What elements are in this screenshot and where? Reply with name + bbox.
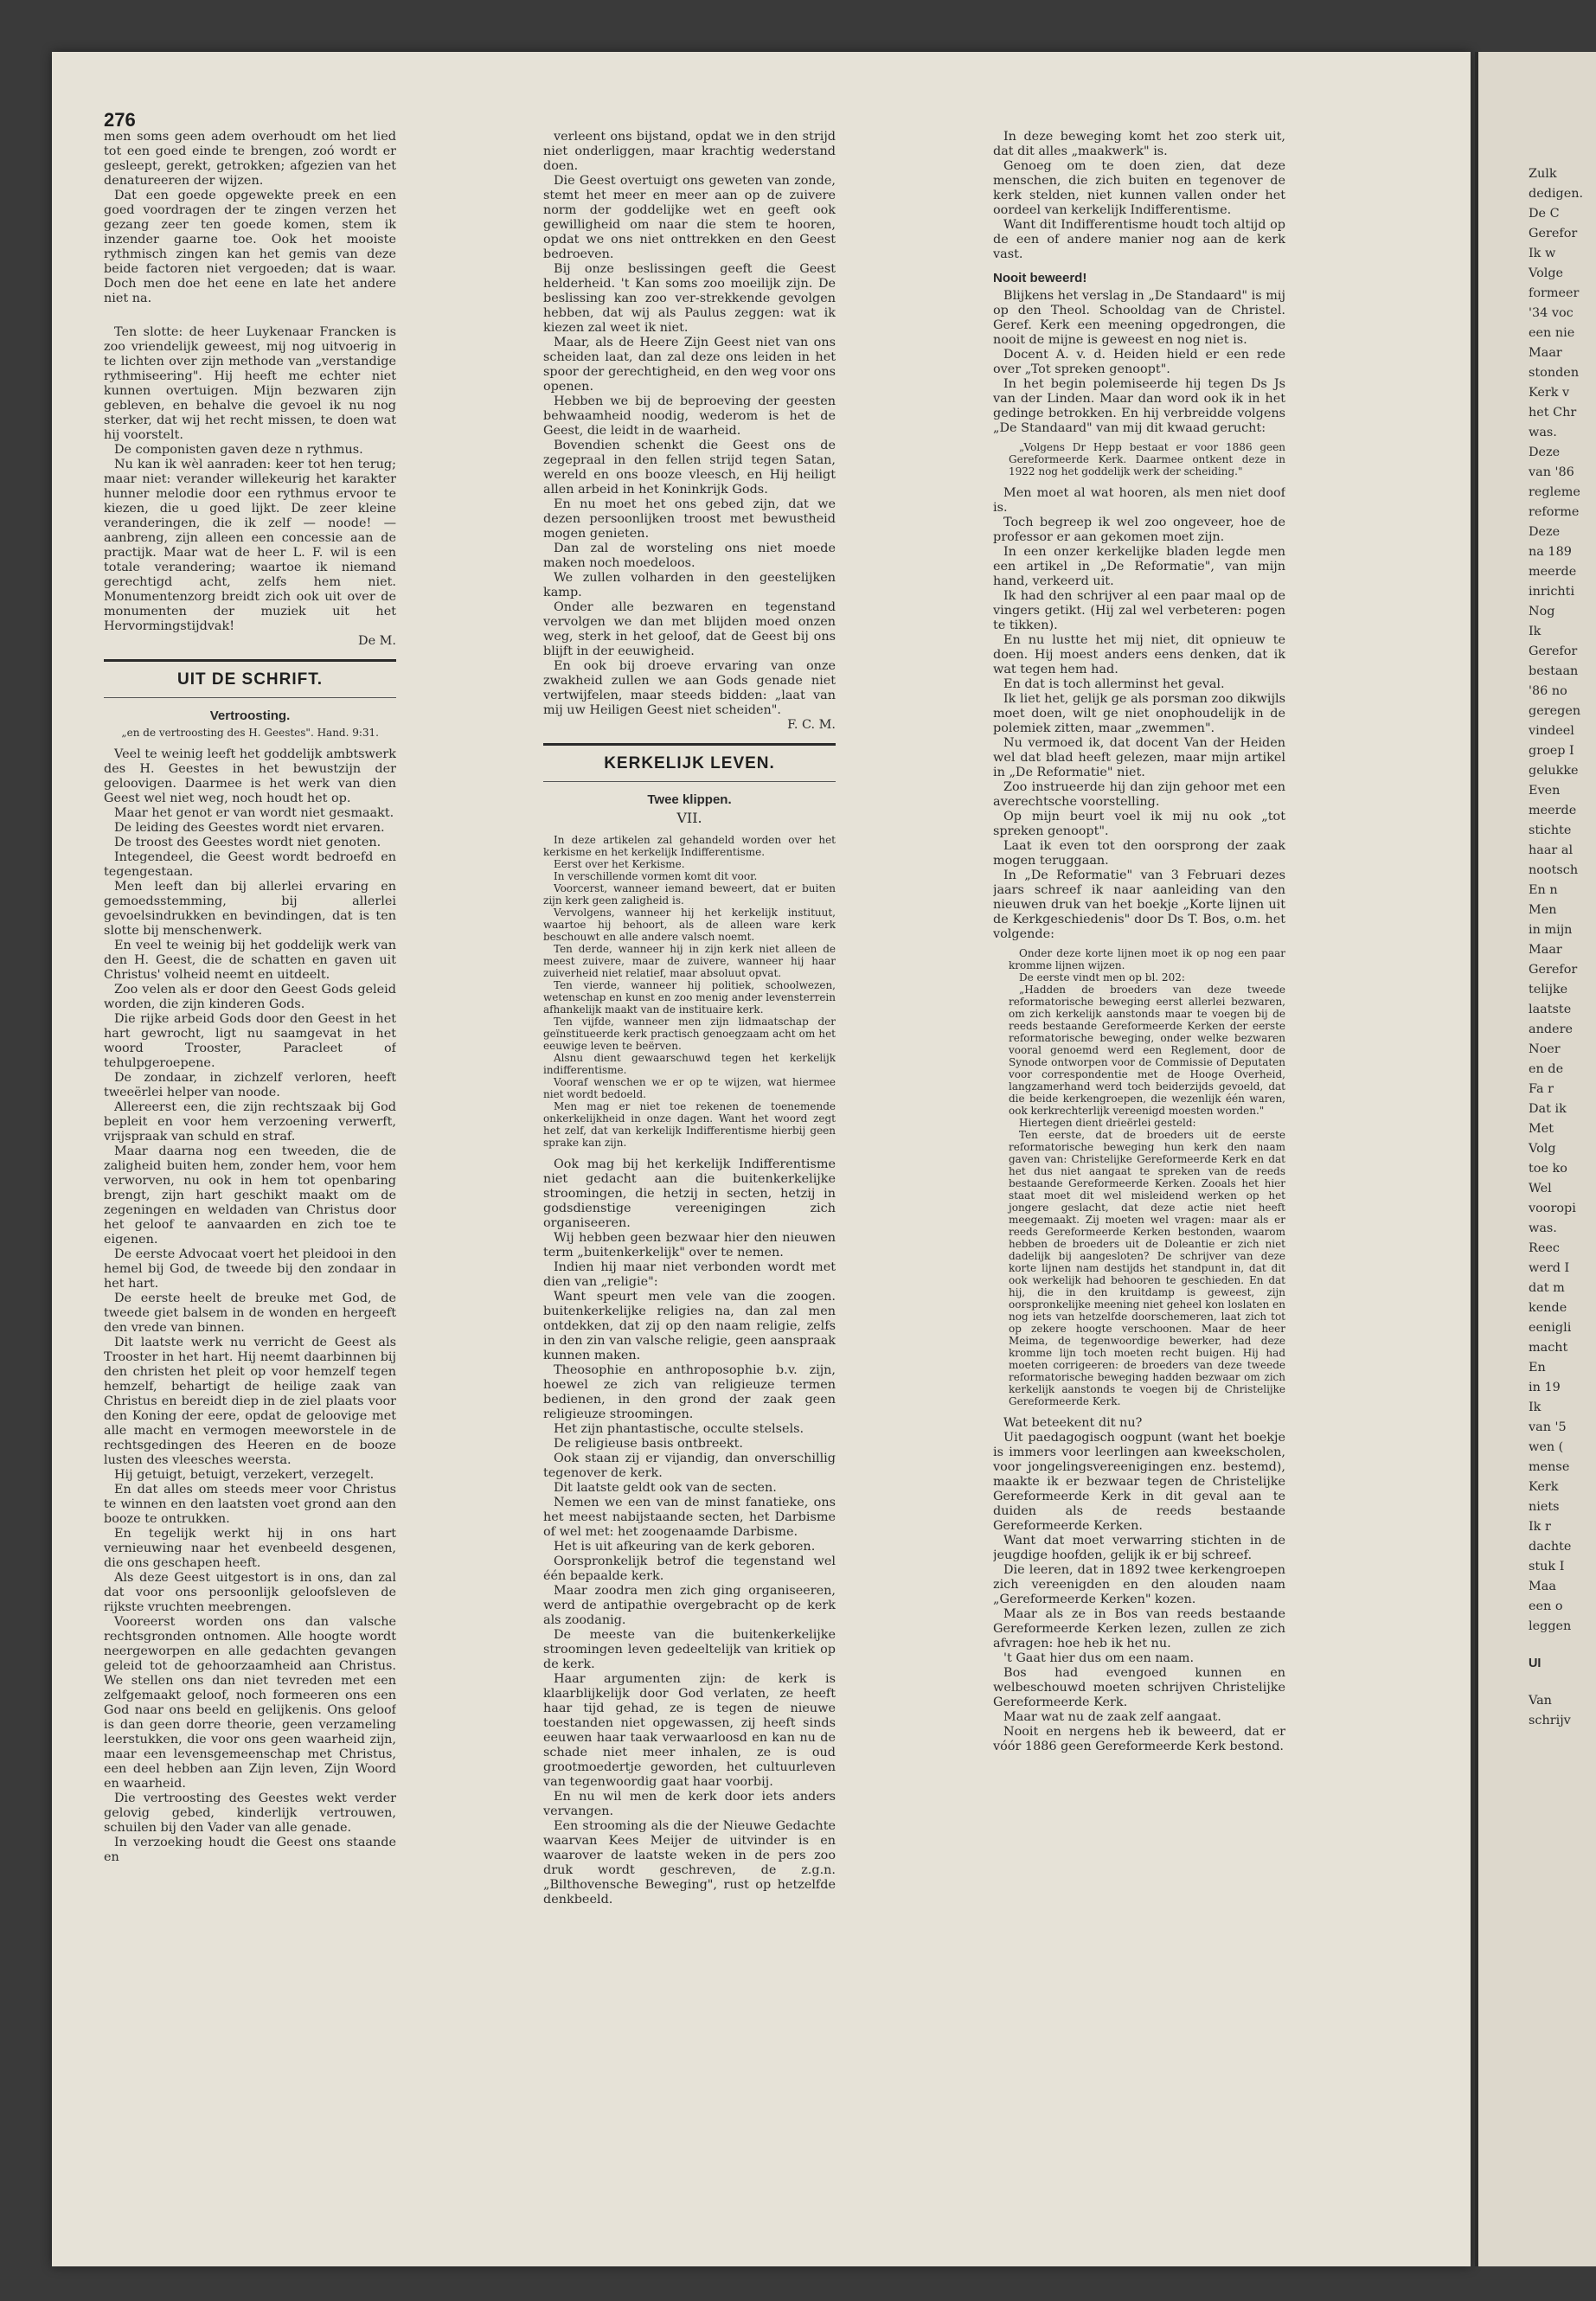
- adjacent-line: Kerk v: [1529, 386, 1570, 400]
- article-title: Nooit beweerd!: [993, 271, 1087, 285]
- paragraph: Maar wat nu de zaak zelf aangaat.: [1003, 1710, 1221, 1724]
- adjacent-line: Even: [1529, 784, 1561, 798]
- paragraph: De eerste vindt men op bl. 202:: [1019, 971, 1185, 984]
- paragraph: Voorcerst, wanneer iemand beweert, dat er buiten zijn kerk geen zaligheid is.: [543, 882, 836, 907]
- paragraph: En ook bij droeve ervaring van onze zwakheid zullen we aan Gods genade niet vertwijfelen, maar steeds bidden: „laat van mij uw Heiligen Geest niet scheiden".: [543, 659, 836, 717]
- adjacent-page-edge: [1475, 52, 1596, 2266]
- adjacent-line: een o: [1529, 1599, 1563, 1613]
- adjacent-line: was.: [1529, 1221, 1557, 1235]
- section-heading: UIT DE SCHRIFT.: [176, 670, 324, 689]
- paragraph: De componisten gaven deze n rythmus.: [114, 443, 363, 457]
- paragraph: In „De Reformatie" van 3 Februari dezes jaars schreef ik naar aanleiding van den nieuwen druk van het boekje „Korte lijnen uit de Kerkgeschiedenis" door Ds T. Bos, o.m. het volgende:: [993, 868, 1285, 941]
- paragraph: En nu moet het ons gebed zijn, dat we dezen persoonlijken troost met bewustheid mogen genieten.: [543, 497, 836, 541]
- paragraph: De eerste Advocaat voert het pleidooi in den hemel bij God, de tweede bij den zondaar in het hart.: [104, 1247, 396, 1291]
- paragraph: Bos had evengoed kunnen en welbeschouwd moeten schrijven Christelijke Gereformeerde Kerk.: [993, 1666, 1285, 1709]
- paragraph: Die Geest overtuigt ons geweten van zonde, stemt het meer en meer aan op de zuivere norm der goddelijke wet en geeft ook gewilligheid om naar die stem te hooren, opdat we ons niet onttrekken en den Geest bedroeven.: [543, 174, 836, 261]
- adjacent-line: Ik: [1529, 625, 1542, 638]
- adjacent-line: stonden: [1529, 366, 1580, 380]
- adjacent-line: Met: [1529, 1122, 1554, 1136]
- paragraph: Ten eerste, dat de broeders uit de eerste reformatorische beweging hun kerk den naam gaven van: Christelijke Gereformeerde Kerk en dat het dus niet aangaat te spreken van de reeds bestaande Gereformeerde Kerken. Zooals het hier staat moet dit wel misleidend werken op het jongere geslacht, dat deze actie niet heeft meegemaakt. Zij moeten wel vragen: maar als er reeds Gereformeerde Kerken bestonden, waarom hebben de broeders uit de Doleantie er zich niet dadelijk bij aangesloten? De schrijver van deze korte lijnen nam destijds het standpunt in, dat dit ook werkelijk had behooren te geschieden. En dat hij, die in den kruitdamp is geweest, zijn oorspronkelijke meening niet geheel kon loslaten en nog iets van hetzelfde doorschemeren, laat zich tot op zekere hoogte verschoonen. Maar de heer Meima, de tegenwoordige bewerker, had deze kromme lijn toch moeten recht buigen. Hij had moeten corrigeeren: de broeders van deze tweede reformatorische beweging hadden bezwaar om zich kerkelijk aanstonds te voegen bij de Christelijke Gereformeerde Kerk.: [1009, 1129, 1285, 1407]
- paragraph: Indien hij maar niet verbonden wordt met dien van „religie":: [543, 1260, 836, 1289]
- column-2: [543, 130, 836, 2214]
- adjacent-line: het Chr: [1529, 406, 1577, 420]
- section-rule: [104, 659, 396, 662]
- adjacent-page-text: [1478, 164, 1596, 1731]
- paragraph: 't Gaat hier dus om een naam.: [1003, 1651, 1195, 1665]
- adjacent-line: Dat ik: [1529, 1102, 1567, 1116]
- adjacent-line: Gerefor: [1529, 644, 1578, 658]
- adjacent-line: Ik r: [1529, 1520, 1551, 1534]
- paragraph: Ook staan zij er vijandig, dan onverschillig tegenover de kerk.: [543, 1452, 836, 1480]
- adjacent-line: andere: [1529, 1022, 1573, 1036]
- adjacent-line: een nie: [1529, 326, 1575, 340]
- paragraph: In deze artikelen zal gehandeld worden over het kerkisme en het kerkelijk Indifferentisme.: [543, 834, 836, 858]
- adjacent-line: dedigen.: [1529, 187, 1584, 201]
- adjacent-line: Men: [1529, 903, 1557, 917]
- adjacent-line: Maar: [1529, 346, 1562, 360]
- paragraph: Vooraf wenschen we er op te wijzen, wat hiermee niet wordt bedoeld.: [543, 1076, 836, 1100]
- paragraph: Die vertroosting des Geestes wekt verder gelovig gebed, kinderlijk vertrouwen, schuilen bij den Vader van alle genade.: [104, 1791, 396, 1835]
- adjacent-line: gelukke: [1529, 764, 1579, 778]
- adjacent-line: toe ko: [1529, 1162, 1567, 1176]
- adjacent-line: was.: [1529, 426, 1557, 439]
- paragraph: Nooit en nergens heb ik beweerd, dat er vóór 1886 geen Gereformeerde Kerk bestond.: [993, 1725, 1285, 1753]
- adjacent-line: Volg: [1529, 1142, 1556, 1156]
- adjacent-line: van '5: [1529, 1420, 1567, 1434]
- adjacent-line: haar al: [1529, 843, 1574, 857]
- paragraph: En veel te weinig bij het goddelijk werk van den H. Geest, die de schatten en gaven uit Christus' volheid neemt en uitdeelt.: [104, 939, 396, 982]
- paragraph: Ik liet het, gelijk ge als porsman zoo dikwijls moet doen, wilt ge niet onophoudelijk in de polemiek zitten, maar „zwemmen".: [993, 692, 1285, 735]
- paragraph: Bovendien schenkt die Geest ons de zegepraal in den fellen strijd tegen Satan, wereld en ons booze vleesch, en Hij heiligt allen arbeid in het Koninkrijk Gods.: [543, 439, 836, 497]
- adjacent-line: vooropi: [1529, 1202, 1576, 1215]
- paragraph: Alsnu dient gewaarschuwd tegen het kerkelijk indifferentisme.: [543, 1052, 836, 1076]
- paragraph: Want speurt men vele van die zoogen. buitenkerkelijke religies na, dan zal men ontdekken, dat zij op den naam religie, zelfs in den zin van valsche religie, geen aanspraak kunnen maken.: [543, 1290, 836, 1362]
- paragraph: En nu lustte het mij niet, dit opnieuw te doen. Hij moest anders eens denken, dat ik wat tegen hem had.: [993, 633, 1285, 676]
- paragraph: In verschillende vormen komt dit voor.: [554, 870, 758, 882]
- paragraph: Maar, als de Heere Zijn Geest niet van ons scheiden laat, dan zal deze ons leiden in het spoor der gerechtigheid, en den weg voor ons openen.: [543, 336, 836, 394]
- paragraph: Ten derde, wanneer hij in zijn kerk niet alleen de meest zuivere, maar de zuivere, wanneer hij haar zuiverheid niet relatief, maar absoluut opvat.: [543, 943, 836, 979]
- adjacent-heading: UI: [1529, 1657, 1542, 1670]
- paragraph: Theosophie en anthroposophie b.v. zijn, hoewel ze zich van religieuze termen bedienen, in den grond der zaak geen religieuze stroomingen.: [543, 1363, 836, 1421]
- section-rule: [543, 781, 836, 782]
- paragraph: Toch begreep ik wel zoo ongeveer, hoe de professor er aan gekomen moet zijn.: [993, 516, 1285, 544]
- adjacent-line: stuk I: [1529, 1560, 1565, 1574]
- paragraph: Laat ik even tot den oorsprong der zaak mogen teruggaan.: [993, 839, 1285, 868]
- paragraph: Want dat moet verwarring stichten in de jeugdige hoofden, gelijk ik er bij schreef.: [993, 1534, 1285, 1562]
- paragraph: men soms geen adem overhoudt om het lied tot een goed einde te brengen, zoó wordt er gesleept, gerekt, getrokken; afgezien van het denatureeren der wijzen.: [104, 130, 396, 188]
- adjacent-line: Zulk: [1529, 167, 1557, 181]
- section-heading: KERKELIJK LEVEN.: [604, 754, 775, 772]
- adjacent-line: Noer: [1529, 1042, 1561, 1056]
- paragraph: Als deze Geest uitgestort is in ons, dan zal dat voor ons persoonlijk geloofsleven de rijkste vruchten meebrengen.: [104, 1571, 396, 1614]
- paragraph: Nu vermoed ik, dat docent Van der Heiden wel dat blad heeft gelezen, maar mijn artikel in „De Reformatie" niet.: [993, 736, 1285, 779]
- article-intro: [543, 834, 836, 1149]
- paragraph: Zoo velen als er door den Geest Gods geleid worden, die zijn kinderen Gods.: [104, 983, 396, 1011]
- adjacent-line: En n: [1529, 883, 1558, 897]
- adjacent-line: laatste: [1529, 1003, 1572, 1016]
- article-title: Twee klippen.: [647, 792, 732, 807]
- paragraph: Zoo instrueerde hij dan zijn gehoor met een averechtsche voorstelling.: [993, 780, 1285, 809]
- adjacent-line: in mijn: [1529, 923, 1573, 937]
- adjacent-line: Maar: [1529, 943, 1562, 957]
- column-1: [104, 130, 396, 2214]
- paragraph: Dat een goede opgewekte preek en een goed voordragen der te zingen verzen het gezang zeer ten goede komen, stem ik inzender gaarne toe. Ook het mooiste rythmisch zingen kan het gemis van deze beide factoren niet vergoeden; dat is waar. Doch men doe het eene en late het andere niet na.: [104, 189, 396, 305]
- paragraph: In deze beweging komt het zoo sterk uit, dat dit alles „maakwerk" is.: [993, 130, 1285, 158]
- adjacent-line: na 189: [1529, 545, 1572, 559]
- paragraph: Nu kan ik wèl aanraden: keer tot hen terug; maar niet: verander willekeurig het karakter hunner melodie door een rythmus ervoor te kiezen, die u goed lijkt. De zeer kleine veranderingen, die ik zelf — noode! — aanbreng, zijn alleen een concessie aan de practijk. Maar wat de heer L. F. wil is een totale verandering; waartoe ik niemand gerechtigd acht, zelfs hem niet. Monumentenzorg breidt zich ook uit over de monumenten der muziek uit het Hervormingstijdvak!: [104, 458, 396, 633]
- paragraph: Het is uit afkeuring van de kerk geboren.: [554, 1540, 816, 1554]
- paragraph: Wat beteekent dit nu?: [1003, 1416, 1143, 1430]
- paragraph: Hij getuigt, betuigt, verzekert, verzegelt.: [114, 1468, 375, 1482]
- paragraph: In het begin polemiseerde hij tegen Ds Js van der Linden. Maar dan word ook ik in het gedinge betrokken. En hij verbreidde volgens „De Standaard" van mij dit kwaad gerucht:: [993, 377, 1285, 435]
- paragraph: Ten slotte: de heer Luykenaar Francken is zoo vriendelijk geweest, mij nog uitvoerig in te lichten over zijn methode van „verstandige rythmiseering". Hij heeft me echter niet kunnen overtuigen. Mijn bezwaren zijn gebleven, en behalve die gevoel ik nu nog sterker, dat wij het recht missen, te doen wat hij voorstelt.: [104, 325, 396, 442]
- adjacent-line: Volge: [1529, 266, 1564, 280]
- article-part-number: VII.: [676, 810, 702, 826]
- paragraph: De eerste heelt de breuke met God, de tweede giet balsem in de wonden en hergeeft den vrede van binnen.: [104, 1292, 396, 1335]
- paragraph: Nemen we een van de minst fanatieke, ons het meest nabijstaande secten, het Darbisme of wel met: het zoogenaamde Darbisme.: [543, 1496, 836, 1539]
- author-signature: F. C. M.: [787, 718, 836, 732]
- paragraph: De meeste van die buitenkerkelijke stroomingen leven gedeeltelijk van kritiek op de kerk.: [543, 1628, 836, 1671]
- paragraph: Docent A. v. d. Heiden hield er een rede over „Tot spreken genoopt".: [993, 348, 1285, 376]
- adjacent-line: '34 voc: [1529, 306, 1574, 320]
- paragraph: verleent ons bijstand, opdat we in den strijd niet onderliggen, maar krachtig wederstand doen.: [543, 130, 836, 173]
- adjacent-line: Gerefor: [1529, 963, 1578, 977]
- paragraph: Dit laatste geldt ook van de secten.: [554, 1481, 777, 1495]
- adjacent-line: nootsch: [1529, 863, 1579, 877]
- paragraph: Haar argumenten zijn: de kerk is klaarblijkelijk door God verlaten, ze heeft haar tijd gehad, ze is tegen de nieuwe toestanden niet opgewassen, zij heeft sinds eeuwen haar taak verwaarloosd en kan nu de schade niet meer inhalen, ze is oud grootmoedertje geworden, het cultuurleven van tegenwoordig gaat haar voorbij.: [543, 1672, 836, 1789]
- adjacent-line: inrichti: [1529, 585, 1575, 599]
- paragraph: De troost des Geestes wordt niet genoten.: [114, 836, 381, 849]
- paragraph: Wij hebben geen bezwaar hier den nieuwen term „buitenkerkelijk" over te nemen.: [543, 1231, 836, 1259]
- paragraph: Want dit Indifferentisme houdt toch altijd op de een of andere manier nog aan de kerk vast.: [993, 218, 1285, 261]
- adjacent-line: Ik w: [1529, 247, 1556, 260]
- adjacent-line: bestaan: [1529, 664, 1579, 678]
- paragraph: Integendeel, die Geest wordt bedroefd en tegengestaan.: [104, 850, 396, 879]
- paragraph: Hebben we bij de beproeving der geesten behwaamheid noodig, wederom is het de Geest, die leidt in de waarheid.: [543, 394, 836, 438]
- adjacent-line: vindeel: [1529, 724, 1574, 738]
- paragraph: En dat alles om steeds meer voor Christus te winnen en den laatsten voet grond aan den booze te ontrukken.: [104, 1483, 396, 1526]
- column-3: [993, 130, 1285, 2214]
- adjacent-line: En: [1529, 1361, 1546, 1375]
- paragraph: „Volgens Dr Hepp bestaat er voor 1886 geen Gereformeerde Kerk. Daarmee ontkent deze in 1922 nog het goddelijk werk der scheiding.": [1009, 441, 1285, 478]
- paragraph: Op mijn beurt voel ik mij nu ook „tot spreken genoopt".: [993, 810, 1285, 838]
- paragraph: Blijkens het verslag in „De Standaard" is mij op den Theol. Schooldag van de Christel. Geref. Kerk een meening opgedrongen, die nooit de mijne is geweest en nog niet is.: [993, 289, 1285, 347]
- paragraph: Die leeren, dat in 1892 twee kerkengroepen zich vereenigden en den alouden naam „Gereformeerde Kerken" kozen.: [993, 1563, 1285, 1606]
- adjacent-line: mense: [1529, 1460, 1570, 1474]
- bible-motto: „en de vertroosting des H. Geestes". Hand. 9:31.: [121, 727, 379, 739]
- paragraph: Maar zoodra men zich ging organiseeren, werd de antipathie overgebracht op de kerk als zoodanig.: [543, 1584, 836, 1627]
- adjacent-line: Reec: [1529, 1241, 1560, 1255]
- paragraph: De zondaar, in zichzelf verloren, heeft tweeërlei helper van noode.: [104, 1071, 396, 1099]
- paragraph: Men moet al wat hooren, als men niet doof is.: [993, 486, 1285, 515]
- paragraph: De leiding des Geestes wordt niet ervaren.: [114, 821, 385, 835]
- paragraph: Genoeg om te doen zien, dat deze menschen, die zich buiten en tegenover de kerk stelden, niet kunnen vallen onder het oordeel van kerkelijk Indifferentisme.: [993, 159, 1285, 217]
- adjacent-line: leggen: [1529, 1619, 1572, 1633]
- block-quote: [1009, 947, 1285, 1407]
- paragraph: Dan zal de worsteling ons niet moede maken noch moedeloos.: [543, 542, 836, 570]
- adjacent-line: dachte: [1529, 1540, 1572, 1554]
- section-rule: [104, 697, 396, 698]
- block-quote: [1009, 441, 1285, 478]
- article-title: Vertroosting.: [209, 708, 291, 723]
- paragraph: Ik had den schrijver al een paar maal op de vingers getikt. (Hij zal wel verbeteren: pogen te tikken).: [993, 589, 1285, 632]
- page-number: 276: [104, 109, 136, 131]
- paragraph: En dat is toch allerminst het geval.: [1003, 677, 1225, 691]
- paragraph: We zullen volharden in den geestelijken kamp.: [543, 571, 836, 599]
- section-rule: [543, 743, 836, 746]
- adjacent-line: meerde: [1529, 565, 1577, 579]
- paragraph: Oorspronkelijk betrof die tegenstand wel één bepaalde kerk.: [543, 1554, 836, 1583]
- paragraph: Onder alle bezwaren en tegenstand vervolgen we dan met blijden moed onzen weg, sterk in het geloof, dat de Geest bij ons blijft in der eeuwigheid.: [543, 600, 836, 658]
- paragraph: „Hadden de broeders van deze tweede reformatorische beweging eerst allerlei bezwaren, om zich kerkelijk aanstonds maar te voegen bij de reeds bestaande Gereformeerde Kerken der eerste reformatorische beweging, onder welke bezwaren vooral genoemd werd een Reglement, door de Synode ontworpen voor de Commissie of Deputaten voor correspondentie met de Hooge Overheid, langzamerhand werd toch beiderzijds gevoeld, dat die beide kerkengroepen, die wezenlijk één waren, ook kerkrechterlijk vereenigd moesten worden.": [1009, 984, 1285, 1117]
- paragraph: Ook mag bij het kerkelijk Indifferentisme niet gedacht aan die buitenkerkelijke stroomingen, die hetzij in secten, hetzij in godsdienstige vereenigingen zich organiseeren.: [543, 1157, 836, 1230]
- paragraph: Uit paedagogisch oogpunt (want het boekje is immers voor leerlingen aan kweekscholen, voor jongelingsvereenigingen enz. bestemd), maakte ik er bezwaar tegen de Christelijke Gereformeerde Kerk in dit geval aan te duiden als de reeds bestaande Gereformeerde Kerken.: [993, 1431, 1285, 1533]
- adjacent-line: reforme: [1529, 505, 1580, 519]
- adjacent-line: groep I: [1529, 744, 1574, 758]
- paragraph: Onder deze korte lijnen moet ik op nog een paar kromme lijnen wijzen.: [1009, 947, 1285, 971]
- paragraph: Maar het genot er van wordt niet gesmaakt.: [114, 806, 394, 820]
- adjacent-line: Deze: [1529, 525, 1561, 539]
- adjacent-line: en de: [1529, 1062, 1564, 1076]
- adjacent-line: regleme: [1529, 485, 1580, 499]
- adjacent-line: telijke: [1529, 983, 1568, 997]
- adjacent-line: Kerk: [1529, 1480, 1559, 1494]
- adjacent-line: meerde: [1529, 804, 1577, 817]
- paragraph: Vervolgens, wanneer hij het kerkelijk instituut, waartoe hij behoort, als de alleen ware kerk beschouwt en alle andere valsch noemt.: [543, 907, 836, 943]
- paragraph: Eerst over het Kerkisme.: [554, 858, 685, 870]
- adjacent-line: stichte: [1529, 824, 1572, 837]
- paragraph: Een strooming als die der Nieuwe Gedachte waarvan Kees Meijer de uitvinder is en waarover de laatste weken in de pers zoo druk wordt geschreven, de z.g.n. „Bilthovensche Beweging", rust op hetzelfde denkbeeld.: [543, 1819, 836, 1907]
- adjacent-line: Fa r: [1529, 1082, 1554, 1096]
- paragraph: Vooreerst worden ons dan valsche rechtsgronden ontnomen. Alle hoogte wordt neergeworpen en alle gedachten gevangen geleid tot de gehoorzaamheid aan Christus. We stellen ons dan niet tevreden met een zelfgemaakt geloof, noch formeeren ons een God naar ons beeld en gelijkenis. Ons geloof is dan geen dorre theorie, geen verzameling leerstukken, die voor ons geen waarheid zijn, maar een levensgemeenschap met Christus, een deel hebben aan Zijn leven, Zijn Woord en waarheid.: [104, 1615, 396, 1791]
- adjacent-line: Nog: [1529, 605, 1555, 619]
- adjacent-line: Ik: [1529, 1400, 1542, 1414]
- paragraph: Het zijn phantastische, occulte stelsels.: [554, 1422, 804, 1436]
- adjacent-line: geregen: [1529, 704, 1581, 718]
- paragraph: En tegelijk werkt hij in ons hart vernieuwing naar het evenbeeld desgenen, die ons geschapen heeft.: [104, 1527, 396, 1570]
- adjacent-line: werd I: [1529, 1261, 1570, 1275]
- adjacent-line: kende: [1529, 1301, 1567, 1315]
- adjacent-line: schrijv: [1529, 1714, 1571, 1727]
- paragraph: Dit laatste werk nu verricht de Geest als Trooster in het hart. Hij neemt daarbinnen bij den christen het pleit op voor hemzelf tegen hemzelf, behartigt de heilige zaak van Christus en bereidt diep in de ziel plaats voor den Koning der eere, opdat de geloovige met alle macht en vermogen meeworstele in de rechtsgedingen des Heeren en de booze lusten des vleesches weersta.: [104, 1336, 396, 1467]
- adjacent-line: dat m: [1529, 1281, 1565, 1295]
- paragraph: Allereerst een, die zijn rechtszaak bij God bepleit en voor hem verzoening verwerft, vrijspraak van schuld en straf.: [104, 1100, 396, 1144]
- paragraph: Maar als ze in Bos van reeds bestaande Gereformeerde Kerken lezen, zullen ze zich afvragen: hoe heb ik het nu.: [993, 1607, 1285, 1650]
- adjacent-line: Gerefor: [1529, 227, 1578, 240]
- author-signature: De M.: [358, 634, 396, 648]
- paragraph: De religieuse basis ontbreekt.: [554, 1437, 743, 1451]
- paragraph: In een onzer kerkelijke bladen legde men een artikel in „De Reformatie", van mijn hand, verkeerd uit.: [993, 545, 1285, 588]
- paragraph: Bij onze beslissingen geeft die Geest helderheid. 't Kan soms zoo moeilijk zijn. De beslissing kan zoo ver-strekkende gevolgen hebben, dat wij als Paulus zeggen: wat ik kiezen zal weet ik niet.: [543, 262, 836, 335]
- paragraph: Die rijke arbeid Gods door den Geest in het hart gewrocht, ligt nu saamgevat in het woord Trooster, Paracleet of tehulpgeroepene.: [104, 1012, 396, 1070]
- adjacent-line: niets: [1529, 1500, 1560, 1514]
- paragraph: Men leeft dan bij allerlei ervaring en gemoedsstemming, bij allerlei gevoelsindrukken en bevindingen, dat is ten slotte bij menschenwerk.: [104, 880, 396, 938]
- paragraph: Veel te weinig leeft het goddelijk ambtswerk des H. Geestes in het bewustzijn der geloovigen. Daarmee is het werk van dien Geest wel niet weg, noch houdt het op.: [104, 747, 396, 805]
- adjacent-line: '86 no: [1529, 684, 1567, 698]
- adjacent-line: Deze: [1529, 445, 1561, 459]
- adjacent-line: Van: [1529, 1694, 1552, 1708]
- adjacent-line: in 19: [1529, 1381, 1561, 1394]
- adjacent-line: formeer: [1529, 286, 1580, 300]
- paragraph: Maar daarna nog een tweeden, die de zaligheid buiten hem, zonder hem, voor hem verworven, nu ook in hem tot openbaring brengt, zijn hart geschikt maakt om de zegeningen en weldaden van Christus door het geloof te aanvaarden en zich toe te eigenen.: [104, 1144, 396, 1247]
- adjacent-line: Wel: [1529, 1182, 1552, 1195]
- adjacent-line: eenigli: [1529, 1321, 1572, 1335]
- adjacent-line: van '86: [1529, 465, 1574, 479]
- paragraph: Hiertegen dient drieërlei gesteld:: [1019, 1117, 1196, 1129]
- adjacent-line: macht: [1529, 1341, 1568, 1355]
- paragraph: Ten vijfde, wanneer men zijn lidmaatschap der geïnstitueerde kerk practisch genoegzaam acht om het eeuwige leven te beërven.: [543, 1016, 836, 1052]
- adjacent-line: Maa: [1529, 1580, 1556, 1593]
- paragraph: Men mag er niet toe rekenen de toenemende onkerkelijkheid in onze dagen. Want het woord zegt het zelf, dat van kerkelijk Indifferentisme hierbij geen sprake kan zijn.: [543, 1100, 836, 1149]
- paragraph: En nu wil men de kerk door iets anders vervangen.: [543, 1790, 836, 1818]
- adjacent-line: De C: [1529, 207, 1560, 221]
- paragraph: Ten vierde, wanneer hij politiek, schoolwezen, wetenschap en kunst en zoo menig ander levensterrein afhankelijk maakt van de instituaire kerk.: [543, 979, 836, 1016]
- adjacent-line: wen (: [1529, 1440, 1564, 1454]
- paragraph: In verzoeking houdt die Geest ons staande en: [104, 1836, 396, 1864]
